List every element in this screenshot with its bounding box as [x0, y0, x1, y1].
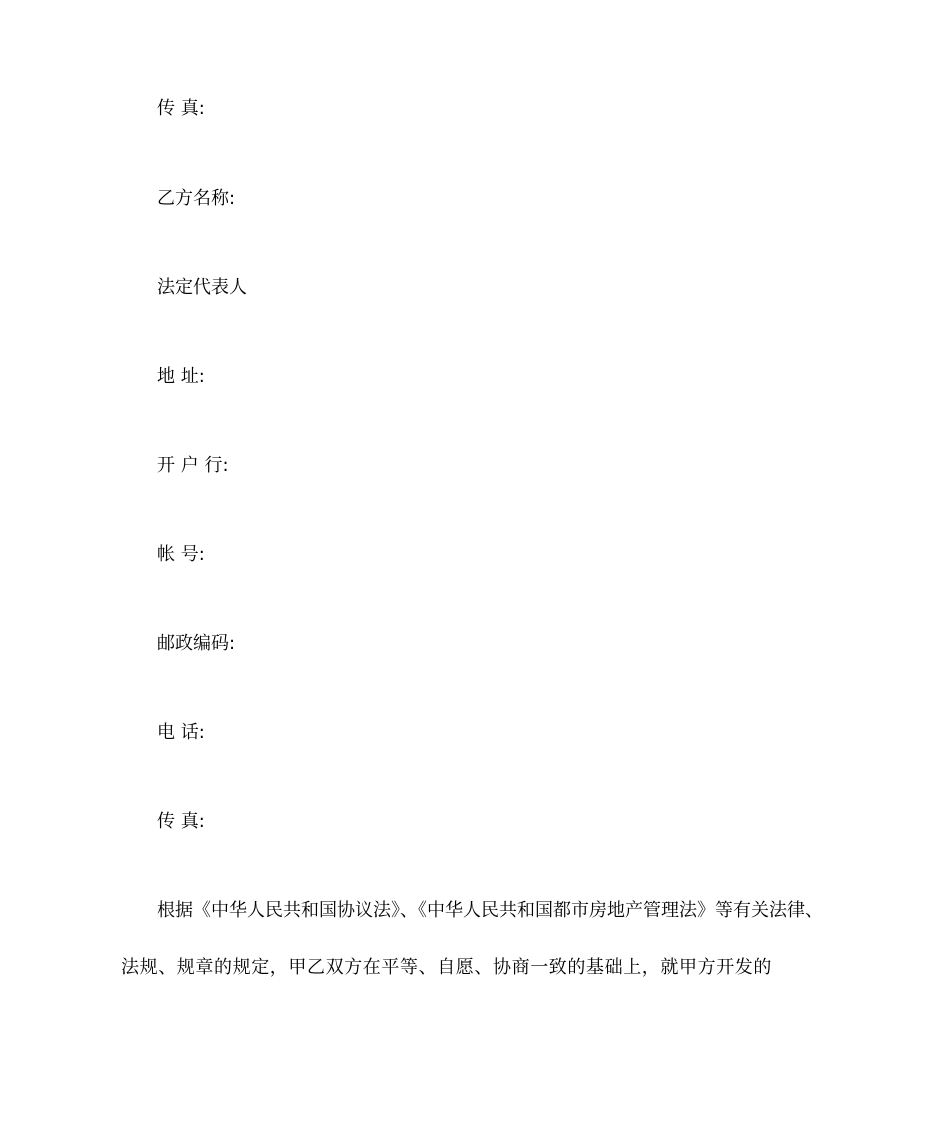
fax-label-party-b: 传 真: [157, 811, 205, 832]
phone-label: 电 话: [157, 722, 205, 743]
account-label: 帐 号: [157, 544, 205, 565]
postal-code-label: 邮政编码: [157, 633, 236, 654]
party-b-name-label: 乙方名称: [157, 188, 236, 209]
paragraph-line-2: 法规、规章的规定，甲乙双方在平等、自愿、协商一致的基础上，就甲方开发的 [121, 957, 772, 978]
fax-label-party-a: 传 真: [157, 98, 205, 119]
legal-representative-label: 法定代表人 [157, 277, 247, 298]
bank-label: 开 户 行: [157, 455, 229, 476]
address-label: 地 址: [157, 366, 205, 387]
paragraph-line-1: 根据《中华人民共和国协议法》、《中华人民共和国都市房地产管理法》等有关法律、 [157, 900, 823, 921]
